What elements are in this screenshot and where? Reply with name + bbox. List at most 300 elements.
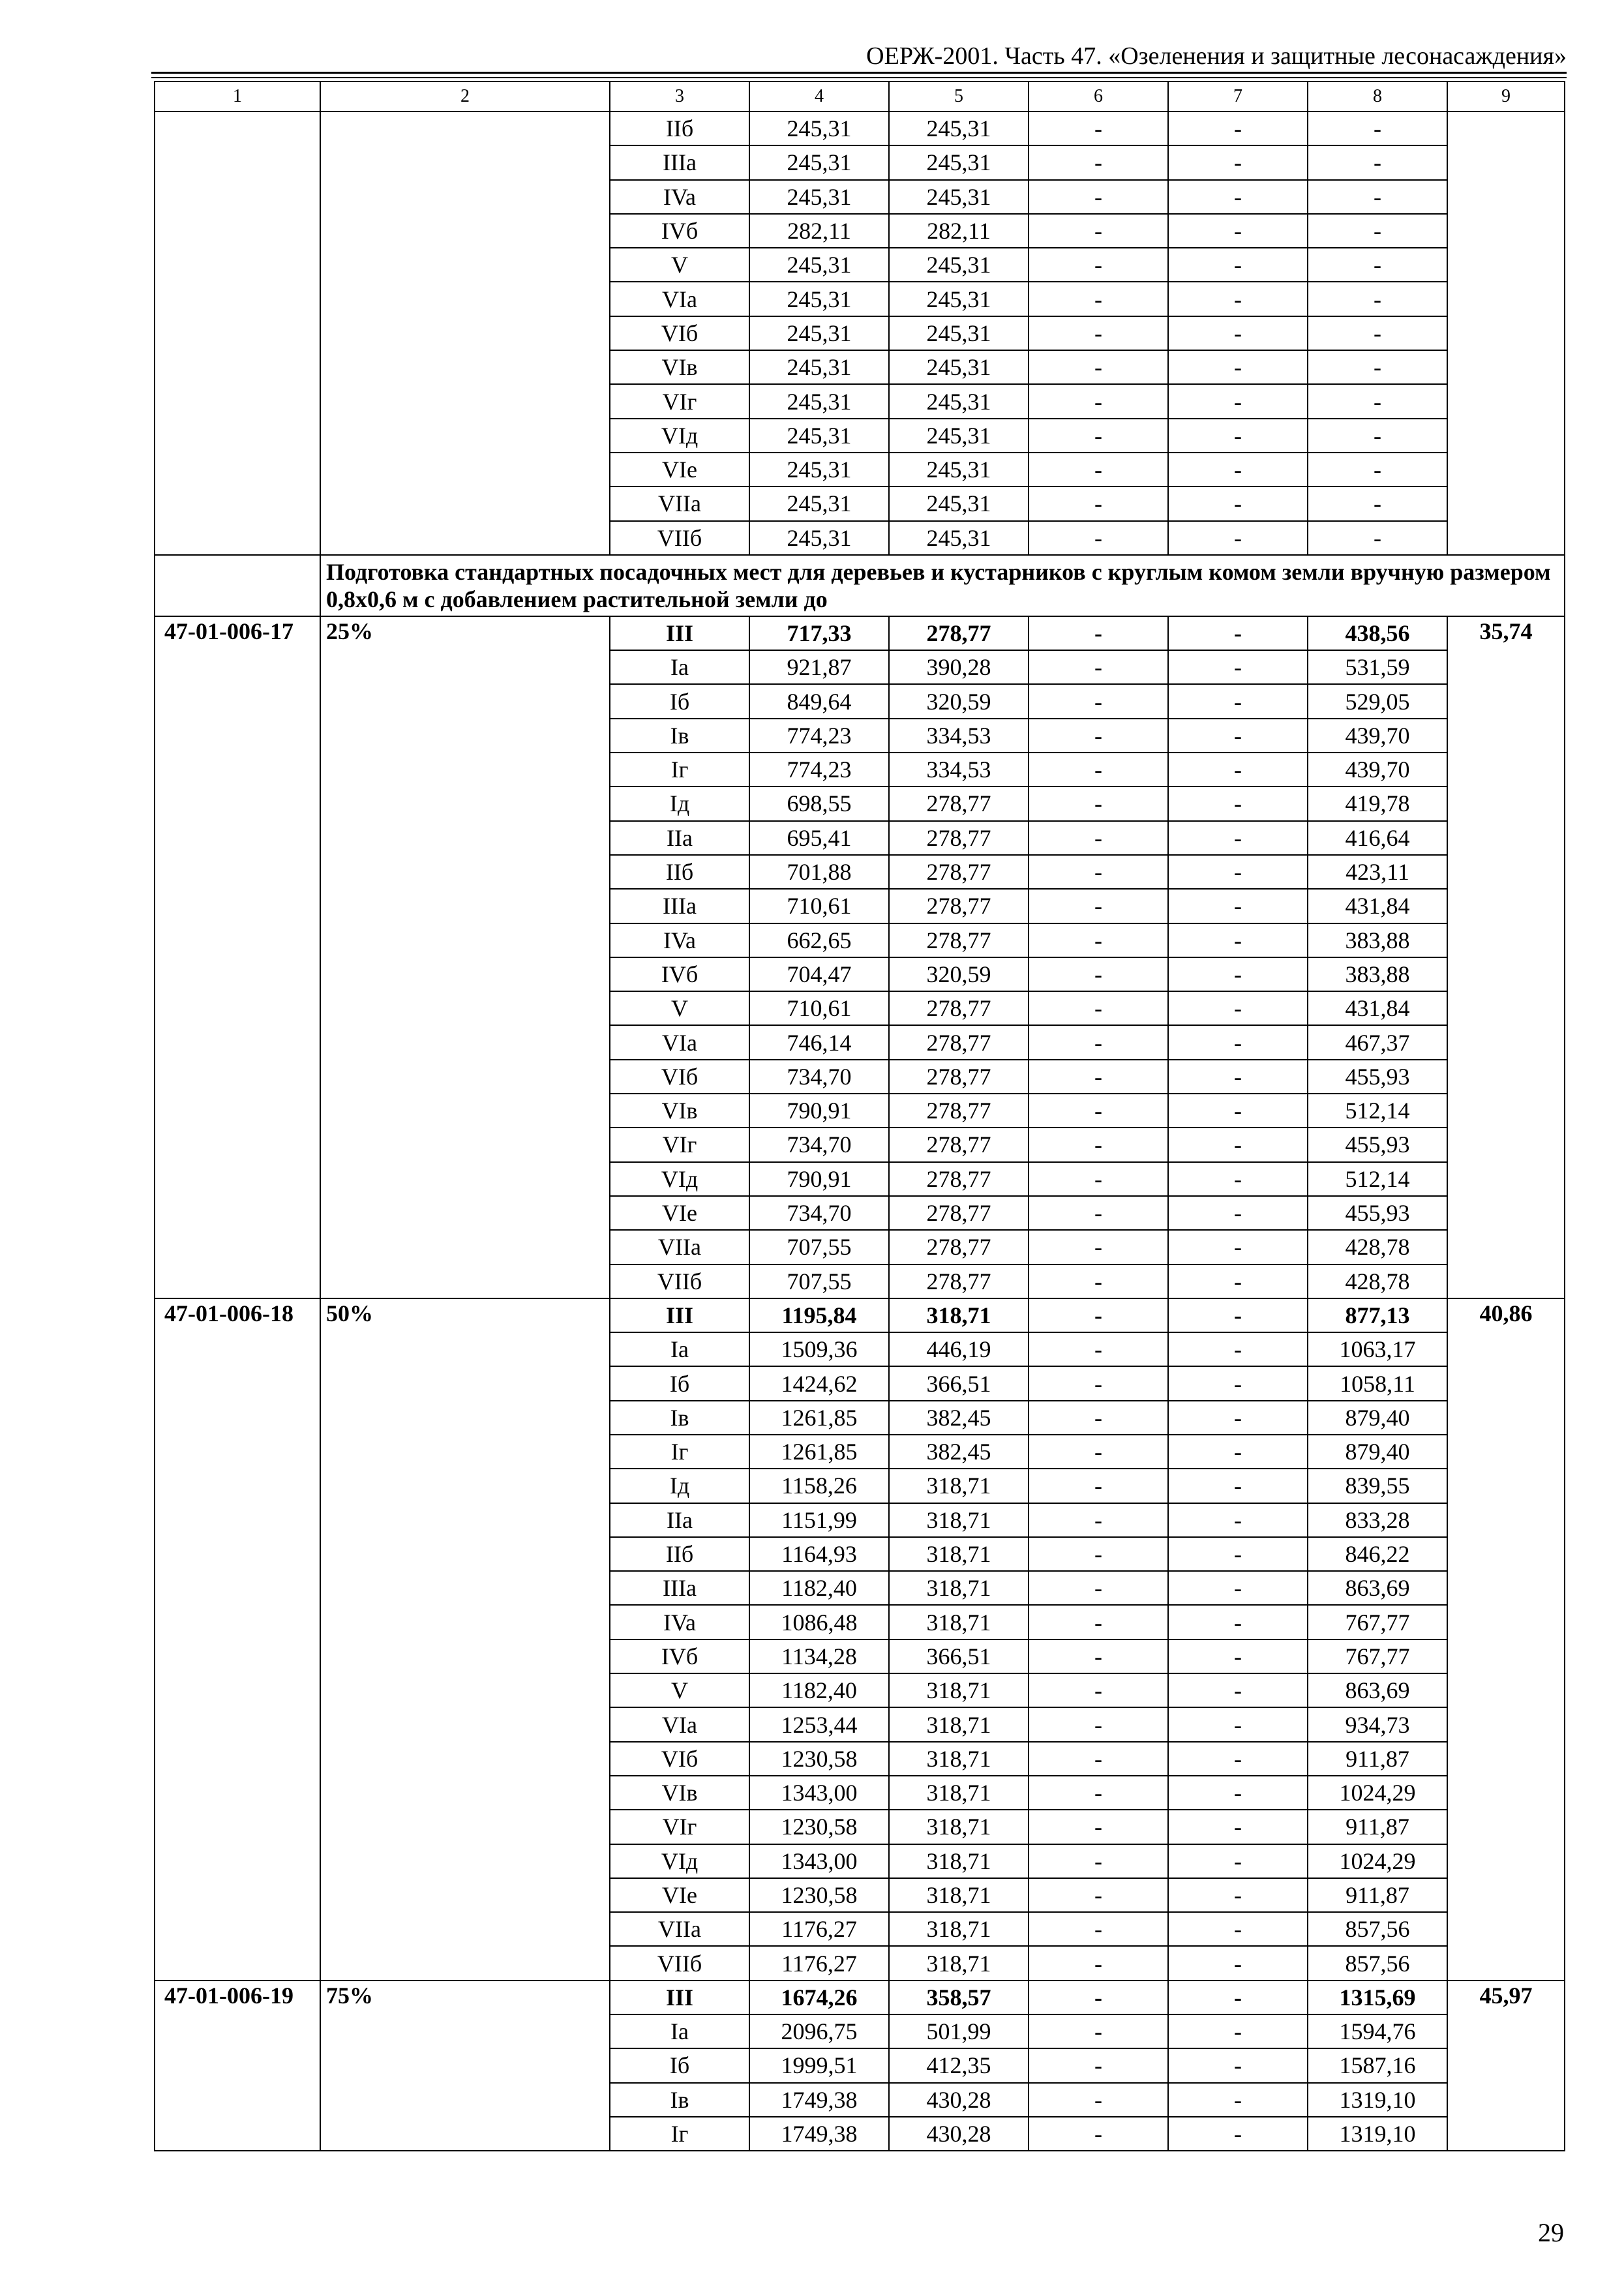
data-cell-col7: - — [1168, 753, 1308, 786]
data-cell-col8: 428,78 — [1308, 1230, 1447, 1264]
data-cell-col8: - — [1308, 145, 1447, 179]
data-cell-col4: 245,31 — [749, 350, 889, 384]
data-cell-col5: 245,31 — [889, 282, 1029, 316]
data-cell-col5: 278,77 — [889, 821, 1029, 855]
data-cell-col8: 879,40 — [1308, 1401, 1447, 1435]
data-cell-col4: 734,70 — [749, 1060, 889, 1094]
data-cell-col7: - — [1168, 248, 1308, 282]
data-cell-col8: 767,77 — [1308, 1639, 1447, 1673]
data-cell-col3: III — [610, 1298, 749, 1332]
data-cell-col6: - — [1029, 1946, 1168, 1980]
data-cell-col8: 529,05 — [1308, 684, 1447, 718]
data-cell-col4: 662,65 — [749, 923, 889, 957]
data-cell-col4: 245,31 — [749, 248, 889, 282]
data-cell-col7: - — [1168, 1810, 1308, 1844]
data-cell-col3: V — [610, 991, 749, 1025]
data-cell-col3: IVa — [610, 923, 749, 957]
data-cell-col6: - — [1029, 248, 1168, 282]
data-cell-col7: - — [1168, 2117, 1308, 2151]
data-cell-col6: - — [1029, 1230, 1168, 1264]
labor-cost: 35,74 — [1447, 616, 1565, 1298]
data-cell-col3: VIe — [610, 1878, 749, 1912]
data-cell-col3: VIIa — [610, 1230, 749, 1264]
data-cell-col3: IVб — [610, 957, 749, 991]
data-cell-col6: - — [1029, 350, 1168, 384]
data-cell-col8: 934,73 — [1308, 1707, 1447, 1741]
data-cell-col4: 1182,40 — [749, 1673, 889, 1707]
data-cell-col8: 1587,16 — [1308, 2048, 1447, 2082]
data-cell-col4: 282,11 — [749, 214, 889, 248]
data-cell-col3: VIв — [610, 1776, 749, 1810]
data-cell-col6: - — [1029, 486, 1168, 520]
data-cell-col4: 1424,62 — [749, 1366, 889, 1400]
data-cell-col7: - — [1168, 486, 1308, 520]
data-cell-col6: - — [1029, 719, 1168, 753]
data-cell-col7: - — [1168, 1094, 1308, 1128]
data-cell-col5: 366,51 — [889, 1366, 1029, 1400]
data-cell-col8: 428,78 — [1308, 1264, 1447, 1298]
data-cell-col6: - — [1029, 1571, 1168, 1605]
page-number: 29 — [1538, 2218, 1564, 2247]
data-cell-col8: 1024,29 — [1308, 1844, 1447, 1878]
data-cell-col5: 318,71 — [889, 1673, 1029, 1707]
data-cell-col7: - — [1168, 350, 1308, 384]
data-cell-col6: - — [1029, 1025, 1168, 1059]
data-cell-col5: 245,31 — [889, 316, 1029, 350]
data-cell-col3: IVa — [610, 1605, 749, 1639]
rate-parameter: 25% — [320, 616, 610, 1298]
data-cell-col7: - — [1168, 453, 1308, 486]
data-cell-col7: - — [1168, 2014, 1308, 2048]
data-cell-col7: - — [1168, 1162, 1308, 1196]
data-cell-col6: - — [1029, 684, 1168, 718]
data-cell-col6: - — [1029, 1605, 1168, 1639]
data-cell-col5: 245,31 — [889, 145, 1029, 179]
data-cell-col6: - — [1029, 384, 1168, 418]
data-cell-col4: 1158,26 — [749, 1469, 889, 1503]
data-cell-col4: 921,87 — [749, 650, 889, 684]
data-cell-col7: - — [1168, 1469, 1308, 1503]
data-cell-col4: 245,31 — [749, 180, 889, 214]
data-cell-col5: 245,31 — [889, 453, 1029, 486]
data-cell-col6: - — [1029, 145, 1168, 179]
data-cell-col5: 245,31 — [889, 419, 1029, 453]
data-cell-col6: - — [1029, 1401, 1168, 1435]
header-rule-thick — [151, 72, 1567, 74]
data-cell-col7: - — [1168, 2083, 1308, 2117]
data-cell-col8: 1063,17 — [1308, 1332, 1447, 1366]
data-cell-col4: 1086,48 — [749, 1605, 889, 1639]
data-cell-col3: VIд — [610, 419, 749, 453]
column-number-4: 4 — [749, 82, 889, 112]
data-cell-col8: 438,56 — [1308, 616, 1447, 650]
data-cell-col3: IVб — [610, 1639, 749, 1673]
data-cell-col5: 245,31 — [889, 384, 1029, 418]
data-cell-col4: 1674,26 — [749, 1981, 889, 2014]
data-cell-col4: 1151,99 — [749, 1503, 889, 1537]
data-cell-col8: 863,69 — [1308, 1673, 1447, 1707]
data-cell-col6: - — [1029, 650, 1168, 684]
data-cell-col6: - — [1029, 1264, 1168, 1298]
section-title: Подготовка стандартных посадочных мест для деревьев и кустарников с круглым комом земли вручную размером 0,8х0,6 м с добавлением растительной земли до — [320, 555, 1565, 616]
data-cell-col3: IIIa — [610, 1571, 749, 1605]
data-cell-col3: VIa — [610, 1025, 749, 1059]
rate-parameter: 75% — [320, 1981, 610, 2151]
data-cell-col6: - — [1029, 1128, 1168, 1161]
data-cell-col7: - — [1168, 650, 1308, 684]
data-cell-col6: - — [1029, 1469, 1168, 1503]
data-cell-col7: - — [1168, 889, 1308, 923]
param-cell — [320, 112, 610, 555]
data-cell-col6: - — [1029, 1435, 1168, 1469]
column-number-1: 1 — [155, 82, 320, 112]
data-cell-col6: - — [1029, 214, 1168, 248]
data-cell-col8: 383,88 — [1308, 957, 1447, 991]
data-cell-col7: - — [1168, 1844, 1308, 1878]
data-cell-col7: - — [1168, 923, 1308, 957]
data-cell-col3: VIIб — [610, 1946, 749, 1980]
data-cell-col7: - — [1168, 384, 1308, 418]
data-cell-col4: 734,70 — [749, 1196, 889, 1230]
data-cell-col8: - — [1308, 521, 1447, 555]
data-cell-col8: - — [1308, 214, 1447, 248]
data-cell-col3: VIб — [610, 1742, 749, 1776]
data-cell-col4: 1164,93 — [749, 1537, 889, 1571]
data-cell-col7: - — [1168, 1230, 1308, 1264]
data-cell-col4: 1343,00 — [749, 1844, 889, 1878]
data-cell-col4: 245,31 — [749, 145, 889, 179]
data-cell-col8: - — [1308, 316, 1447, 350]
data-cell-col5: 318,71 — [889, 1537, 1029, 1571]
data-cell-col8: 512,14 — [1308, 1162, 1447, 1196]
data-cell-col8: 467,37 — [1308, 1025, 1447, 1059]
data-cell-col3: VIIa — [610, 1912, 749, 1946]
data-cell-col3: VIд — [610, 1162, 749, 1196]
data-cell-col3: IIIa — [610, 145, 749, 179]
data-cell-col4: 245,31 — [749, 316, 889, 350]
column-number-9: 9 — [1447, 82, 1565, 112]
data-cell-col7: - — [1168, 521, 1308, 555]
data-cell-col3: VIe — [610, 1196, 749, 1230]
data-cell-col5: 382,45 — [889, 1401, 1029, 1435]
data-cell-col7: - — [1168, 419, 1308, 453]
data-cell-col4: 1182,40 — [749, 1571, 889, 1605]
document-header: ОЕРЖ-2001. Часть 47. «Озеленения и защитные лесонасаждения» — [866, 42, 1567, 70]
data-cell-col6: - — [1029, 1537, 1168, 1571]
data-cell-col8: 839,55 — [1308, 1469, 1447, 1503]
data-cell-col6: - — [1029, 1366, 1168, 1400]
data-cell-col8: 423,11 — [1308, 855, 1447, 889]
data-cell-col7: - — [1168, 1742, 1308, 1776]
data-cell-col5: 245,31 — [889, 248, 1029, 282]
data-cell-col6: - — [1029, 180, 1168, 214]
data-cell-col3: V — [610, 1673, 749, 1707]
data-cell-col5: 278,77 — [889, 923, 1029, 957]
data-cell-col8: 1319,10 — [1308, 2083, 1447, 2117]
data-cell-col3: Ia — [610, 650, 749, 684]
data-cell-col5: 320,59 — [889, 957, 1029, 991]
data-cell-col7: - — [1168, 1060, 1308, 1094]
data-cell-col4: 774,23 — [749, 719, 889, 753]
data-cell-col7: - — [1168, 719, 1308, 753]
data-cell-col7: - — [1168, 1128, 1308, 1161]
data-cell-col4: 707,55 — [749, 1264, 889, 1298]
data-cell-col4: 1253,44 — [749, 1707, 889, 1741]
data-cell-col6: - — [1029, 521, 1168, 555]
data-cell-col5: 320,59 — [889, 684, 1029, 718]
data-cell-col5: 278,77 — [889, 855, 1029, 889]
data-cell-col8: 1315,69 — [1308, 1981, 1447, 2014]
data-cell-col3: VIб — [610, 316, 749, 350]
data-cell-col7: - — [1168, 1981, 1308, 2014]
data-cell-col5: 318,71 — [889, 1878, 1029, 1912]
data-cell-col8: 431,84 — [1308, 991, 1447, 1025]
data-cell-col4: 698,55 — [749, 786, 889, 820]
data-cell-col3: IVб — [610, 214, 749, 248]
data-cell-col4: 1195,84 — [749, 1298, 889, 1332]
data-cell-col4: 1176,27 — [749, 1912, 889, 1946]
data-cell-col3: VIд — [610, 1844, 749, 1878]
data-cell-col7: - — [1168, 1298, 1308, 1332]
data-cell-col5: 318,71 — [889, 1810, 1029, 1844]
data-cell-col3: IIб — [610, 855, 749, 889]
data-cell-col3: VIa — [610, 1707, 749, 1741]
data-cell-col7: - — [1168, 1025, 1308, 1059]
data-cell-col8: 877,13 — [1308, 1298, 1447, 1332]
data-cell-col7: - — [1168, 1264, 1308, 1298]
data-cell-col8: 1594,76 — [1308, 2014, 1447, 2048]
data-cell-col4: 710,61 — [749, 991, 889, 1025]
data-cell-col5: 245,31 — [889, 112, 1029, 145]
data-cell-col6: - — [1029, 1742, 1168, 1776]
data-cell-col7: - — [1168, 616, 1308, 650]
data-cell-col5: 501,99 — [889, 2014, 1029, 2048]
data-cell-col3: VIг — [610, 384, 749, 418]
data-cell-col6: - — [1029, 282, 1168, 316]
data-cell-col8: 531,59 — [1308, 650, 1447, 684]
data-cell-col4: 245,31 — [749, 453, 889, 486]
data-cell-col5: 282,11 — [889, 214, 1029, 248]
data-cell-col3: VIв — [610, 350, 749, 384]
data-cell-col5: 318,71 — [889, 1571, 1029, 1605]
data-cell-col3: Iв — [610, 1401, 749, 1435]
data-cell-col4: 849,64 — [749, 684, 889, 718]
data-cell-col3: VIб — [610, 1060, 749, 1094]
data-cell-col8: 1058,11 — [1308, 1366, 1447, 1400]
data-cell-col4: 1749,38 — [749, 2083, 889, 2117]
data-cell-col6: - — [1029, 786, 1168, 820]
table-row — [155, 616, 1565, 650]
table-row — [155, 112, 1565, 145]
data-cell-col7: - — [1168, 282, 1308, 316]
data-cell-col4: 1230,58 — [749, 1878, 889, 1912]
data-cell-col3: Ia — [610, 1332, 749, 1366]
data-cell-col5: 318,71 — [889, 1776, 1029, 1810]
data-cell-col3: VIг — [610, 1810, 749, 1844]
data-cell-col4: 1749,38 — [749, 2117, 889, 2151]
data-cell-col6: - — [1029, 1810, 1168, 1844]
code-cell — [155, 112, 320, 555]
data-cell-col5: 318,71 — [889, 1605, 1029, 1639]
data-cell-col3: VIe — [610, 453, 749, 486]
data-cell-col3: IIa — [610, 821, 749, 855]
data-cell-col3: Iб — [610, 684, 749, 718]
data-cell-col5: 245,31 — [889, 350, 1029, 384]
data-cell-col7: - — [1168, 1503, 1308, 1537]
data-cell-col3: Iг — [610, 2117, 749, 2151]
column-number-7: 7 — [1168, 82, 1308, 112]
data-cell-col8: 833,28 — [1308, 1503, 1447, 1537]
data-cell-col8: 439,70 — [1308, 719, 1447, 753]
data-cell-col8: 846,22 — [1308, 1537, 1447, 1571]
data-cell-col3: Iв — [610, 2083, 749, 2117]
data-cell-col4: 245,31 — [749, 419, 889, 453]
data-cell-col4: 1134,28 — [749, 1639, 889, 1673]
data-cell-col8: - — [1308, 350, 1447, 384]
data-cell-col3: VIIa — [610, 486, 749, 520]
data-cell-col7: - — [1168, 821, 1308, 855]
data-cell-col5: 412,35 — [889, 2048, 1029, 2082]
data-cell-col5: 430,28 — [889, 2117, 1029, 2151]
data-cell-col5: 446,19 — [889, 1332, 1029, 1366]
data-cell-col4: 717,33 — [749, 616, 889, 650]
data-cell-col3: IIб — [610, 112, 749, 145]
column-number-8: 8 — [1308, 82, 1447, 112]
data-cell-col4: 1230,58 — [749, 1810, 889, 1844]
data-cell-col8: 1319,10 — [1308, 2117, 1447, 2151]
data-cell-col3: Iб — [610, 2048, 749, 2082]
data-cell-col6: - — [1029, 1639, 1168, 1673]
data-cell-col5: 278,77 — [889, 786, 1029, 820]
data-cell-col7: - — [1168, 991, 1308, 1025]
data-cell-col8: 439,70 — [1308, 753, 1447, 786]
data-cell-col6: - — [1029, 957, 1168, 991]
data-cell-col6: - — [1029, 1162, 1168, 1196]
data-cell-col6: - — [1029, 1332, 1168, 1366]
data-cell-col6: - — [1029, 889, 1168, 923]
data-cell-col7: - — [1168, 1366, 1308, 1400]
data-cell-col4: 245,31 — [749, 521, 889, 555]
data-cell-col5: 278,77 — [889, 1196, 1029, 1230]
data-cell-col3: IIa — [610, 1503, 749, 1537]
data-cell-col3: VIг — [610, 1128, 749, 1161]
data-cell-col7: - — [1168, 1605, 1308, 1639]
labor-cost: 45,97 — [1447, 1981, 1565, 2151]
section-code-cell — [155, 555, 320, 616]
data-cell-col4: 2096,75 — [749, 2014, 889, 2048]
data-cell-col8: 455,93 — [1308, 1128, 1447, 1161]
data-cell-col4: 704,47 — [749, 957, 889, 991]
data-cell-col6: - — [1029, 923, 1168, 957]
data-cell-col7: - — [1168, 1946, 1308, 1980]
data-cell-col7: - — [1168, 684, 1308, 718]
data-cell-col4: 1509,36 — [749, 1332, 889, 1366]
data-cell-col5: 278,77 — [889, 991, 1029, 1025]
column-number-row — [155, 82, 1565, 112]
data-cell-col5: 358,57 — [889, 1981, 1029, 2014]
data-cell-col5: 278,77 — [889, 1060, 1029, 1094]
data-cell-col7: - — [1168, 180, 1308, 214]
data-cell-col6: - — [1029, 753, 1168, 786]
data-cell-col8: - — [1308, 453, 1447, 486]
data-cell-col4: 790,91 — [749, 1162, 889, 1196]
column-number-2: 2 — [320, 82, 610, 112]
data-cell-col6: - — [1029, 855, 1168, 889]
data-cell-col5: 278,77 — [889, 1025, 1029, 1059]
data-cell-col8: - — [1308, 486, 1447, 520]
rate-parameter: 50% — [320, 1298, 610, 1981]
section-title-row — [155, 555, 1565, 616]
column-number-5: 5 — [889, 82, 1029, 112]
data-cell-col7: - — [1168, 1196, 1308, 1230]
data-cell-col6: - — [1029, 1196, 1168, 1230]
data-cell-col7: - — [1168, 1673, 1308, 1707]
col9-cell — [1447, 112, 1565, 555]
data-cell-col7: - — [1168, 957, 1308, 991]
data-cell-col5: 245,31 — [889, 521, 1029, 555]
data-cell-col4: 245,31 — [749, 282, 889, 316]
data-cell-col3: IVa — [610, 180, 749, 214]
data-cell-col3: III — [610, 616, 749, 650]
data-cell-col4: 1343,00 — [749, 1776, 889, 1810]
data-cell-col3: Iг — [610, 1435, 749, 1469]
data-cell-col7: - — [1168, 1912, 1308, 1946]
data-cell-col8: 455,93 — [1308, 1196, 1447, 1230]
data-cell-col6: - — [1029, 821, 1168, 855]
header-rule-thin — [151, 77, 1567, 78]
data-cell-col5: 366,51 — [889, 1639, 1029, 1673]
data-cell-col6: - — [1029, 1298, 1168, 1332]
data-cell-col4: 701,88 — [749, 855, 889, 889]
data-cell-col8: 431,84 — [1308, 889, 1447, 923]
data-cell-col8: - — [1308, 248, 1447, 282]
rate-code: 47-01-006-19 — [155, 1981, 320, 2151]
data-cell-col4: 1176,27 — [749, 1946, 889, 1980]
data-cell-col8: 416,64 — [1308, 821, 1447, 855]
data-cell-col5: 318,71 — [889, 1503, 1029, 1537]
data-cell-col7: - — [1168, 112, 1308, 145]
data-cell-col8: 383,88 — [1308, 923, 1447, 957]
data-cell-col8: 1024,29 — [1308, 1776, 1447, 1810]
data-cell-col6: - — [1029, 2014, 1168, 2048]
data-cell-col5: 278,77 — [889, 1162, 1029, 1196]
data-cell-col8: 512,14 — [1308, 1094, 1447, 1128]
data-cell-col4: 707,55 — [749, 1230, 889, 1264]
data-cell-col6: - — [1029, 1844, 1168, 1878]
data-cell-col4: 746,14 — [749, 1025, 889, 1059]
data-cell-col7: - — [1168, 1401, 1308, 1435]
data-cell-col3: Iв — [610, 719, 749, 753]
data-cell-col6: - — [1029, 2083, 1168, 2117]
data-cell-col7: - — [1168, 2048, 1308, 2082]
data-cell-col7: - — [1168, 855, 1308, 889]
data-cell-col7: - — [1168, 1332, 1308, 1366]
data-cell-col4: 245,31 — [749, 112, 889, 145]
data-cell-col8: 911,87 — [1308, 1742, 1447, 1776]
data-cell-col5: 382,45 — [889, 1435, 1029, 1469]
data-cell-col7: - — [1168, 1639, 1308, 1673]
data-cell-col8: - — [1308, 384, 1447, 418]
data-cell-col5: 318,71 — [889, 1946, 1029, 1980]
data-cell-col8: 767,77 — [1308, 1605, 1447, 1639]
data-cell-col6: - — [1029, 1673, 1168, 1707]
data-cell-col6: - — [1029, 991, 1168, 1025]
rate-code: 47-01-006-17 — [155, 616, 320, 1298]
data-cell-col6: - — [1029, 2117, 1168, 2151]
data-cell-col5: 318,71 — [889, 1298, 1029, 1332]
data-cell-col8: 857,56 — [1308, 1912, 1447, 1946]
data-cell-col6: - — [1029, 1912, 1168, 1946]
